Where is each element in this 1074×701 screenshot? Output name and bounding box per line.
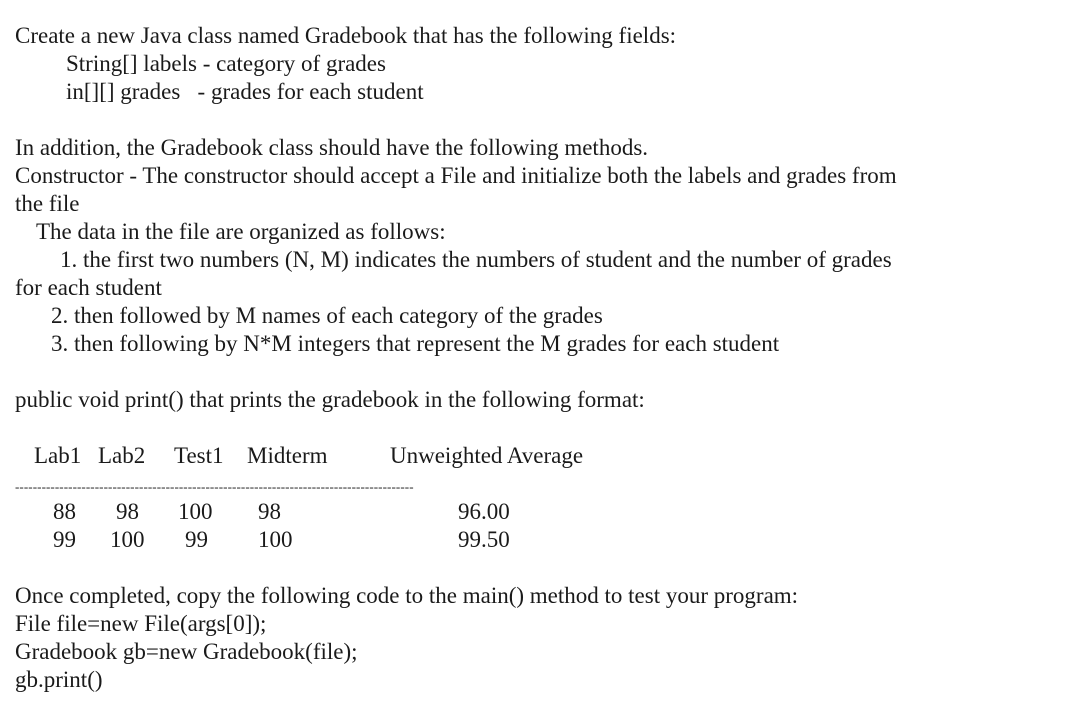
table-header: Midterm [247,443,328,468]
table-cell: 99 [53,527,76,552]
file-format-item-1: 1. the first two numbers (N, M) indicates the numbers of student and the number of grades [60,247,892,272]
table-cell: 100 [178,499,213,524]
table-cell: 99.50 [458,527,510,552]
table-separator: ------------------------------------------------------------------------------------------ [15,480,414,493]
table-cell: 98 [258,499,281,524]
constructor-description-cont: the file [15,191,80,216]
table-header: Lab1 [34,443,82,468]
file-format-item-2: 2. then followed by M names of each category of the grades [51,303,603,328]
table-header: Unweighted Average [390,443,584,468]
table-cell: 100 [110,527,145,552]
code-line: Gradebook gb=new Gradebook(file); [15,639,358,664]
table-cell: 88 [53,499,76,524]
field-labels: String[] labels - category of grades [66,51,386,76]
table-cell: 99 [185,527,208,552]
table-cell: 98 [116,499,139,524]
field-grades: in[][] grades - grades for each student [66,79,424,104]
table-cell: 100 [258,527,293,552]
methods-intro: In addition, the Gradebook class should have the following methods. [15,135,649,160]
code-line: gb.print() [15,667,103,692]
table-header: Lab2 [98,443,146,468]
test-instructions: Once completed, copy the following code to the main() method to test your program: [15,583,799,608]
file-format-intro: The data in the file are organized as follows: [36,219,446,244]
file-format-item-1-cont: for each student [15,275,162,300]
table-header: Test1 [174,443,224,468]
file-format-item-3: 3. then following by N*M integers that represent the M grades for each student [51,331,780,356]
intro-line: Create a new Java class named Gradebook that has the following fields: [15,23,677,48]
code-line: File file=new File(args[0]); [15,611,267,636]
table-cell: 96.00 [458,499,510,524]
print-method-description: public void print() that prints the gradebook in the following format: [15,387,645,412]
constructor-description: Constructor - The constructor should accept a File and initialize both the labels and grades from [15,163,897,188]
